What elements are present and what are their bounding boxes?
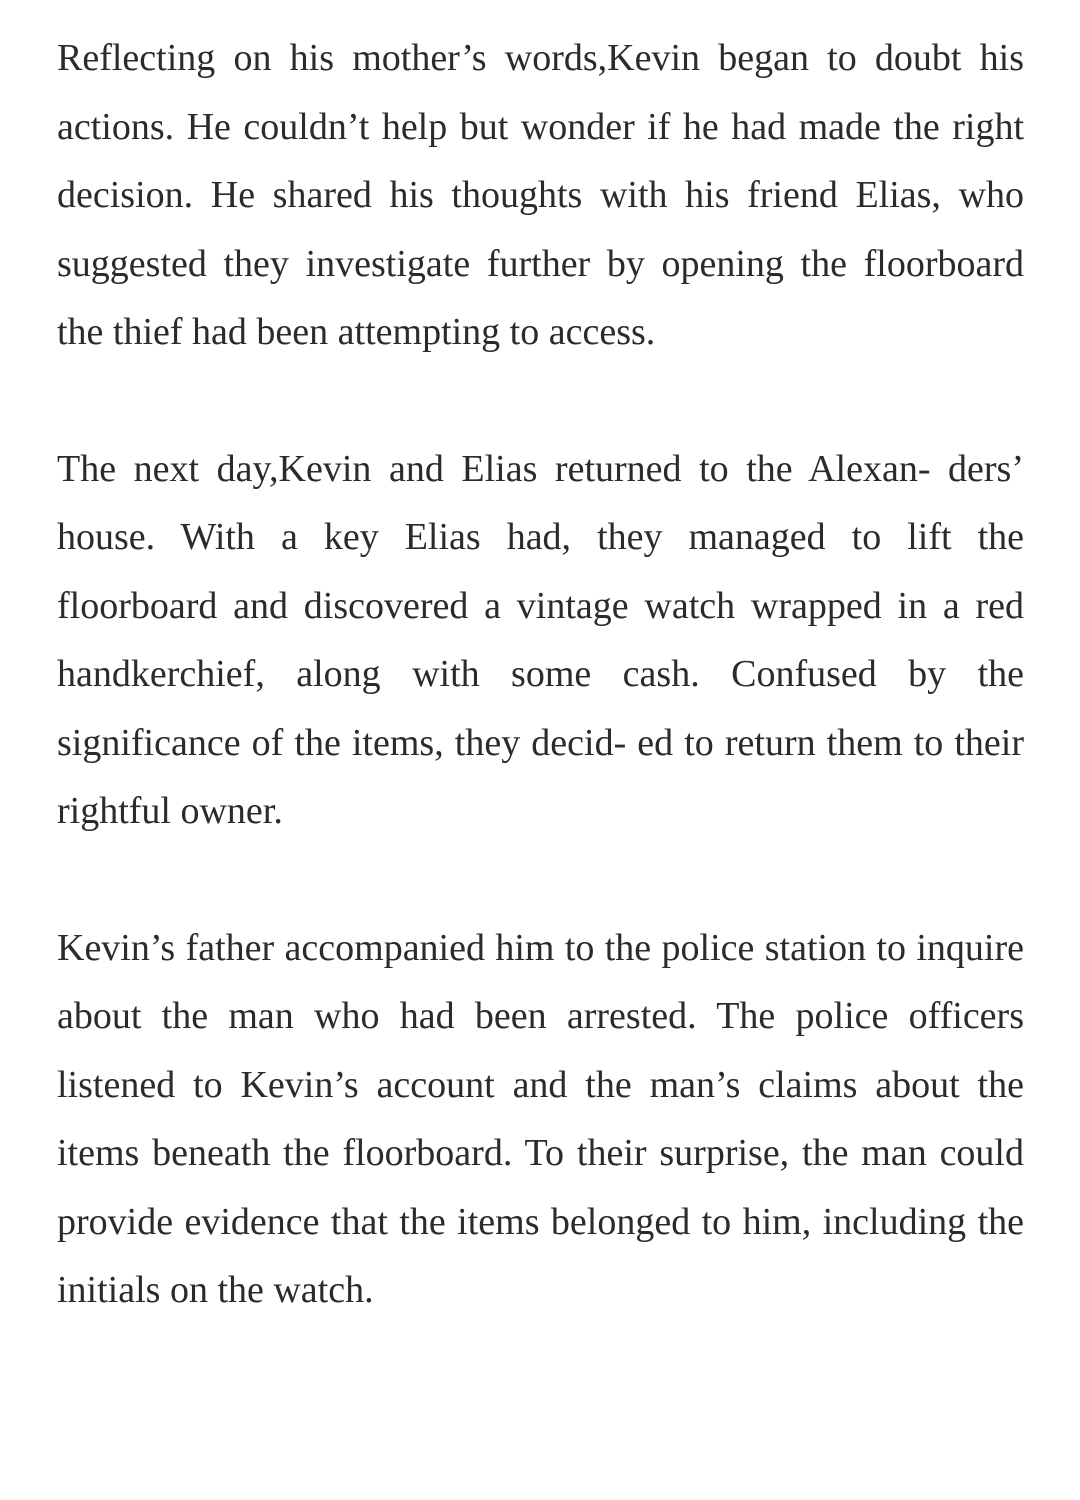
document-page	[57, 24, 1024, 1325]
paragraph-next-day: The next day,Kevin and Elias returned to the Alexan- ders’ house. With a key Elias had, they managed to lift the floorboard and discovered a vintage watch wrapped in a red handkerchief, along with some cash. Confused by the significance of the items, they decid- ed to return them to their rightful owner.	[57, 447, 1024, 832]
paragraph-police-station: Kevin’s father accompanied him to the police station to inquire about the man who had been arrested. The police officers listened to Kevin’s account and the man’s claims about the items beneath the floorboard. To their surprise, the man could provide evidence that the items belonged to him, including the initials on the watch.	[57, 926, 1024, 1311]
paragraph-reflecting: Reflecting on his mother’s words,Kevin began to doubt his actions. He couldn’t help but wonder if he had made the right decision. He shared his thoughts with his friend Elias, who suggested they investigate further by opening the floorboard the thief had been attempting to access.	[57, 37, 1024, 353]
